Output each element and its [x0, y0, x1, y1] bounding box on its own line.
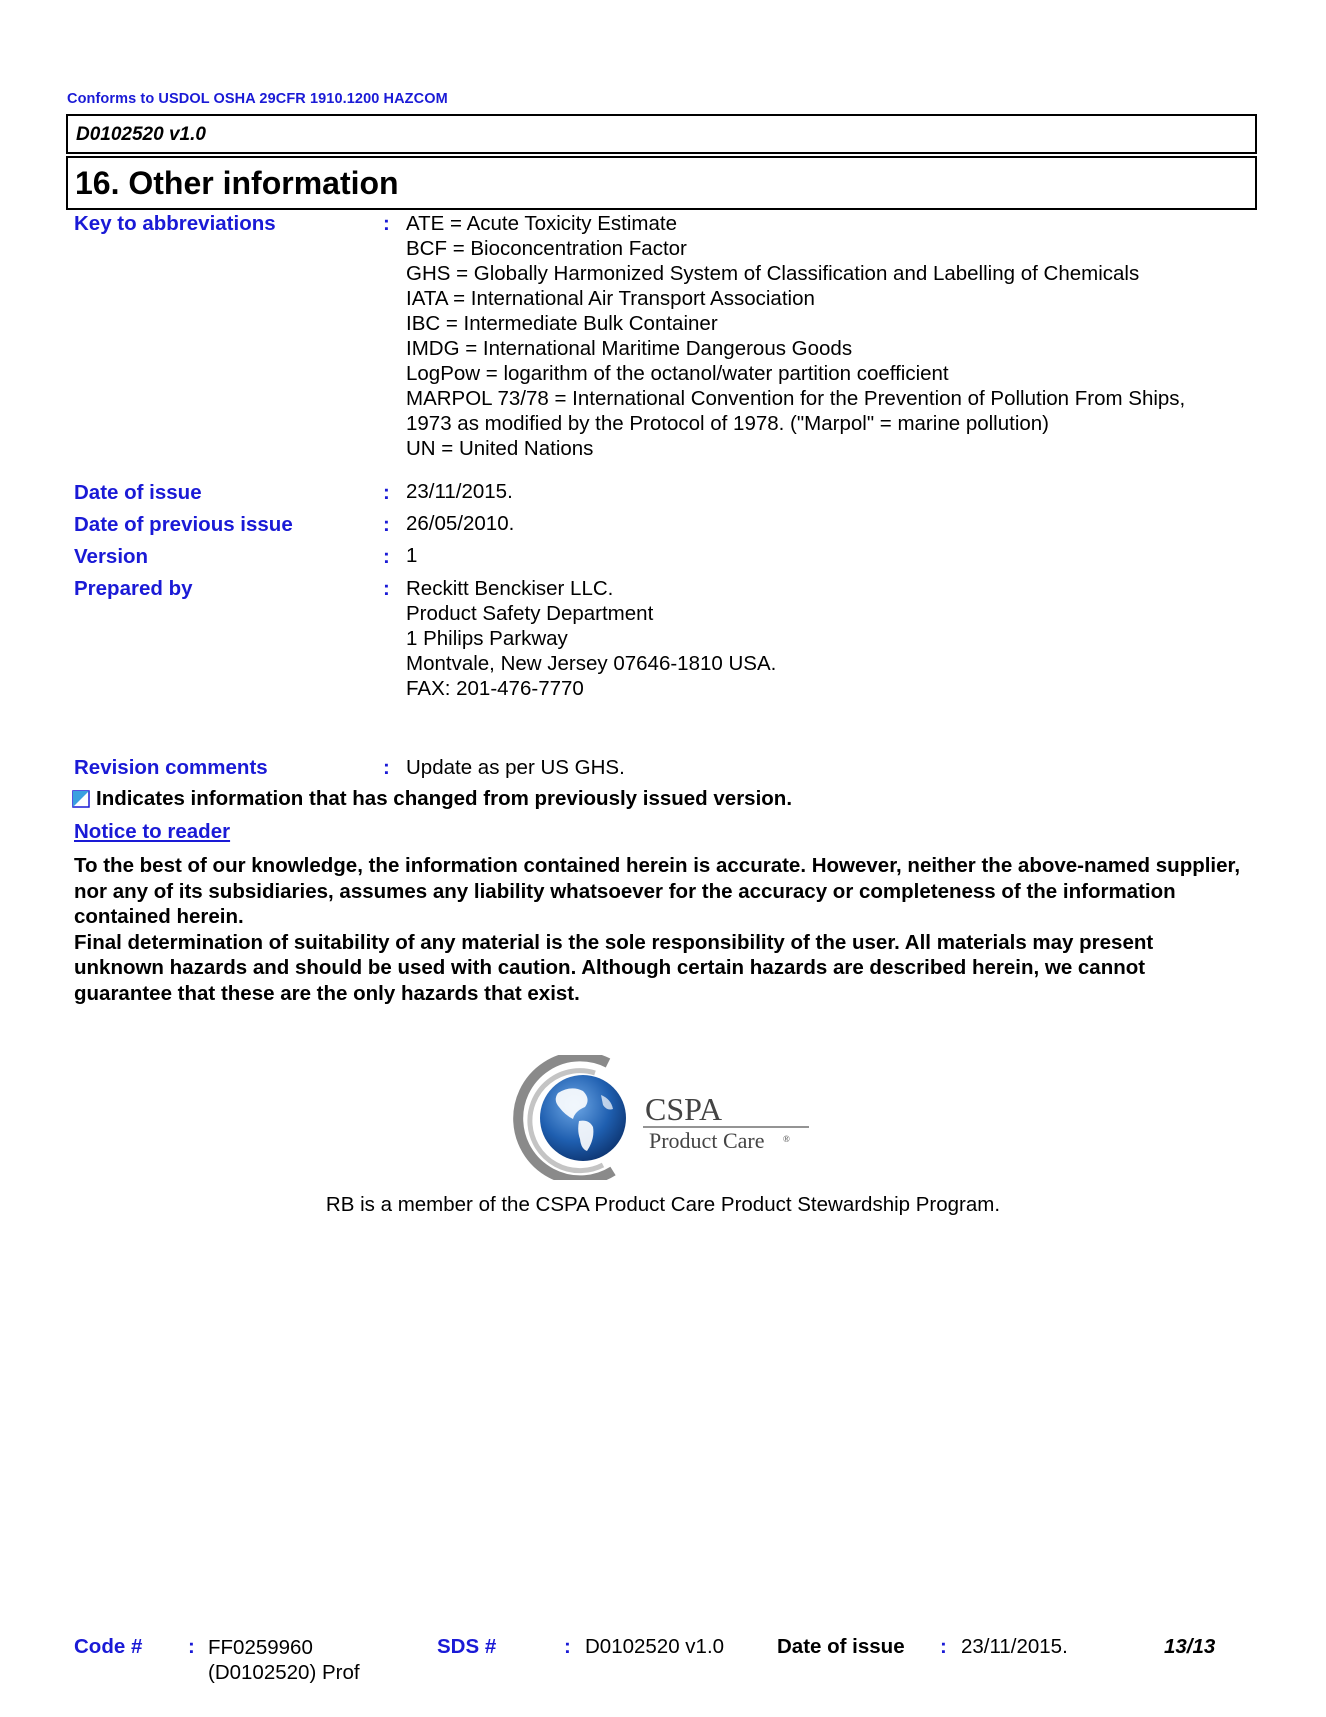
date-of-issue-value: 23/11/2015. [406, 480, 513, 503]
logo-name: CSPA [645, 1091, 723, 1127]
abbreviation-line: MARPOL 73/78 = International Convention for the Prevention of Pollution From Ships, [406, 387, 1186, 410]
changed-indicator-text: Indicates information that has changed from previously issued version. [96, 787, 793, 810]
document-id-box [66, 114, 1257, 154]
date-of-issue-colon: : [383, 481, 390, 504]
address-line: Reckitt Benckiser LLC. [406, 577, 614, 600]
version-value: 1 [406, 544, 418, 567]
footer-code-label: Code # [74, 1635, 143, 1658]
footer-code-line: FF0259960 [208, 1636, 313, 1659]
conformance-header: Conforms to USDOL OSHA 29CFR 1910.1200 HAZCOM [67, 91, 448, 107]
version-label: Version [74, 545, 149, 568]
change-marker-icon [72, 790, 90, 808]
abbreviations-label: Key to abbreviations [74, 212, 276, 235]
abbreviation-line: ATE = Acute Toxicity Estimate [406, 212, 677, 235]
footer-sds-colon: : [564, 1635, 571, 1658]
abbreviation-line: IMDG = International Maritime Dangerous Goods [406, 337, 853, 360]
date-of-previous-issue-value: 26/05/2010. [406, 512, 515, 535]
footer-code-value [208, 1635, 360, 1685]
footer-code-line: (D0102520) Prof [208, 1661, 360, 1684]
abbreviation-line: LogPow = logarithm of the octanol/water partition coefficient [406, 362, 949, 385]
address-line: FAX: 201-476-7770 [406, 677, 584, 700]
prepared-by-label: Prepared by [74, 577, 193, 600]
revision-comments-value: Update as per US GHS. [406, 756, 625, 779]
notice-to-reader-title[interactable]: Notice to reader [74, 820, 231, 843]
abbreviation-line: BCF = Bioconcentration Factor [406, 237, 687, 260]
abbreviations-colon: : [383, 212, 390, 235]
footer-sds-label: SDS # [437, 1635, 497, 1658]
abbreviation-line: IATA = International Air Transport Association [406, 287, 815, 310]
logo-subtitle: Product Care [649, 1128, 765, 1153]
address-line: 1 Philips Parkway [406, 627, 568, 650]
notice-to-reader-body [74, 853, 1244, 1006]
footer-date-label: Date of issue [777, 1635, 905, 1658]
notice-paragraph: Final determination of suitability of any material is the sole responsibility of the user. All materials may present unknown hazards and should be used with caution. Although certain hazards are described herein, we cannot guarantee that these are the only hazards that exist. [74, 930, 1154, 1005]
date-of-previous-issue-label: Date of previous issue [74, 513, 293, 536]
footer-page-number: 13/13 [1164, 1635, 1216, 1658]
abbreviation-line: GHS = Globally Harmonized System of Classification and Labelling of Chemicals [406, 262, 1140, 285]
prepared-by-colon: : [383, 577, 390, 600]
abbreviations-list [406, 211, 1185, 461]
footer-date-colon: : [940, 1635, 947, 1658]
footer-sds-value: D0102520 v1.0 [585, 1635, 725, 1658]
logo-registered-mark: ® [783, 1134, 790, 1144]
abbreviation-line: UN = United Nations [406, 437, 594, 460]
address-line: Montvale, New Jersey 07646-1810 USA. [406, 652, 777, 675]
abbreviation-line: IBC = Intermediate Bulk Container [406, 312, 718, 335]
revision-comments-colon: : [383, 756, 390, 779]
revision-comments-label: Revision comments [74, 756, 268, 779]
notice-paragraph: To the best of our knowledge, the information contained herein is accurate. However, neither the above-named supplier, nor any of its subsidiaries, assumes any liability whatsoever for the accuracy or completeness of the information contained herein. [74, 854, 1241, 928]
member-statement: RB is a member of the CSPA Product Care Product Stewardship Program. [325, 1193, 1001, 1216]
address-line: Product Safety Department [406, 602, 654, 625]
date-of-issue-label: Date of issue [74, 481, 202, 504]
footer-date-value: 23/11/2015. [961, 1635, 1068, 1658]
prepared-by-address [406, 576, 776, 701]
abbreviation-line: 1973 as modified by the Protocol of 1978. ("Marpol" = marine pollution) [406, 412, 1050, 435]
document-id: D0102520 v1.0 [76, 124, 206, 145]
date-of-previous-issue-colon: : [383, 513, 390, 536]
section-title: 16. Other information [75, 165, 399, 201]
footer-code-colon: : [188, 1635, 195, 1658]
version-colon: : [383, 545, 390, 568]
section-header-box [66, 156, 1257, 210]
cspa-product-care-logo [513, 1055, 813, 1180]
changed-indicator-note [72, 787, 792, 811]
